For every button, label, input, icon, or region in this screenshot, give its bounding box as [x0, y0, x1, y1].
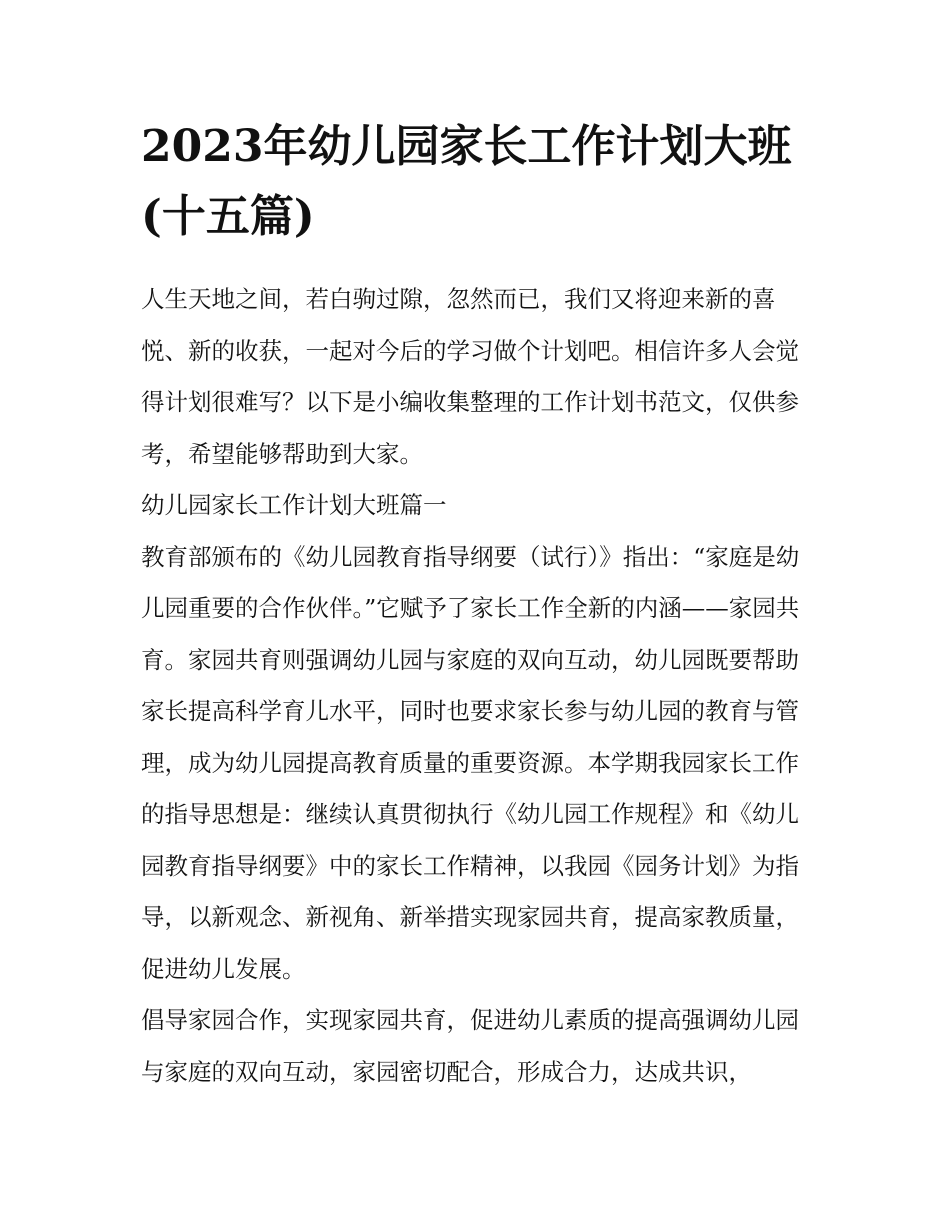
body-paragraph: 教育部颁布的《幼儿园教育指导纲要（试行）》指出：“家庭是幼儿园重要的合作伙伴。”它赋予了家长工作全新的内涵——家园共育。家园共育则强调幼儿园与家庭的双向互动，幼儿园既要帮助家长提高科学育儿水平，同时也要求家长参与幼儿园的教育与管理，成为幼儿园提高教育质量的重要资源。本学期我园家长工作的指导思想是：继续认真贯彻执行《幼儿园工作规程》和《幼儿园教育指导纲要》中的家长工作精神，以我园《园务计划》为指导，以新观念、新视角、新举措实现家园共育，提高家教质量，促进幼儿发展。	[141, 542, 800, 983]
intro-paragraph: 人生天地之间，若白驹过隙，忽然而已，我们又将迎来新的喜悦、新的收获，一起对今后的学习做个计划吧。相信许多人会觉得计划很难写？以下是小编收集整理的工作计划书范文，仅供参考，希望能够帮助到大家。	[141, 285, 799, 468]
section-heading: 幼儿园家长工作计划大班篇一	[141, 491, 447, 519]
document-content	[141, 112, 813, 1098]
body-paragraph: 倡导家园合作，实现家园共育，促进幼儿素质的提高强调幼儿园与家庭的双向互动，家园密切配合，形成合力，达成共识，	[141, 1006, 799, 1086]
document-title: 2023年幼儿园家长工作计划大班(十五篇)	[141, 121, 792, 242]
